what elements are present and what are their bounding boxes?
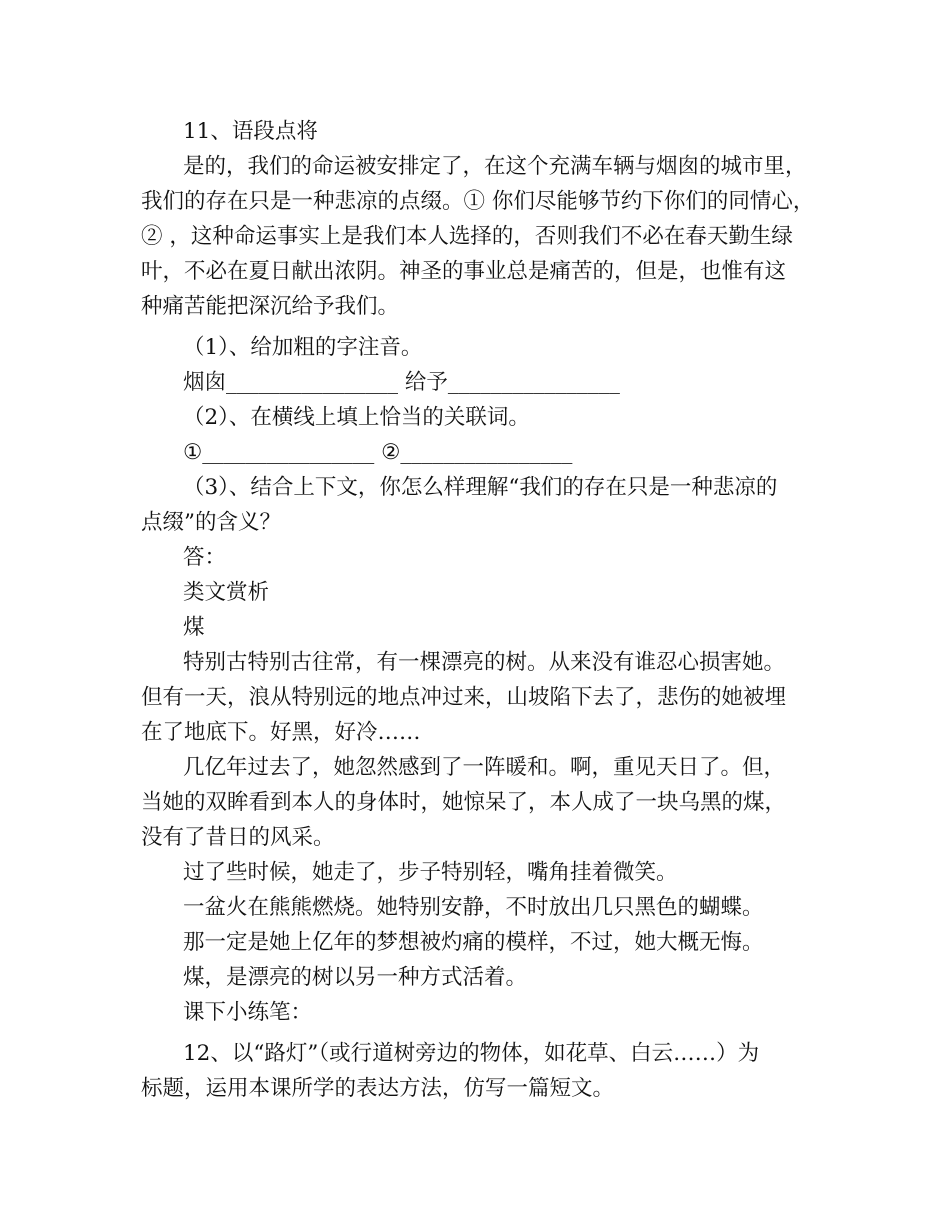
question-12: 12、以“路灯”（或行道树旁边的物体，如花草、白云……）为	[183, 1041, 760, 1066]
answer-blanks-conjunctions: ①________________ ②________________	[183, 440, 573, 465]
sub-question-3: （3）、结合上下文，你怎么样理解“我们的存在只是一种悲凉的	[183, 475, 778, 500]
passage-line: 种痛苦能把深沉给予我们。	[141, 294, 400, 319]
question-12-cont: 标题，运用本课所学的表达方法，仿写一篇短文。	[141, 1076, 615, 1101]
passage-line: 我们的存在只是一种悲凉的点缀。① 你们尽能够节约下你们的同情心，	[141, 189, 815, 214]
passage-line: ② ，这种命运事实上是我们本人选择的，否则我们不必在春天勤生绿	[141, 224, 793, 249]
sub-question-2: （2）、在横线上填上恰当的关联词。	[183, 405, 530, 430]
passage-line: 是的，我们的命运被安排定了，在这个充满车辆与烟囱的城市里，	[183, 154, 807, 179]
question-11-heading: 11、语段点将	[183, 119, 318, 144]
story-line: 没有了昔日的风采。	[141, 825, 335, 850]
section-heading: 类文赏析	[183, 580, 270, 605]
sub-question-1: （1）、给加粗的字注音。	[183, 335, 423, 360]
exercise-heading: 课下小练笔：	[183, 1000, 313, 1025]
story-line: 但有一天，浪从特别远的地点冲过来，山坡陷下去了，悲伤的她被埋	[141, 685, 787, 710]
story-line: 几亿年过去了，她忽然感到了一阵暖和。啊，重见天日了。但，	[183, 755, 786, 780]
story-line: 特别古特别古往常，有一棵漂亮的树。从来没有谁忍心损害她。	[183, 650, 786, 675]
answer-blanks-pinyin: 烟囱________________ 给予________________	[183, 370, 620, 395]
answer-label: 答：	[183, 545, 227, 570]
story-line: 在了地底下。好黑，好冷……	[141, 720, 421, 745]
sub-question-3-cont: 点缀”的含义？	[141, 510, 281, 535]
story-line: 一盆火在熊熊燃烧。她特别安静，不时放出几只黑色的蝴蝶。	[183, 895, 764, 920]
story-title: 煤	[183, 615, 205, 640]
story-line: 当她的双眸看到本人的身体时，她惊呆了，本人成了一块乌黑的煤，	[141, 790, 787, 815]
passage-line: 叶，不必在夏日献出浓阴。神圣的事业总是痛苦的，但是，也惟有这	[141, 259, 787, 284]
story-line: 过了些时候，她走了，步子特别轻，嘴角挂着微笑。	[183, 860, 678, 885]
story-line: 那一定是她上亿年的梦想被灼痛的模样，不过，她大概无悔。	[183, 930, 764, 955]
story-line: 煤，是漂亮的树以另一种方式活着。	[183, 965, 528, 990]
